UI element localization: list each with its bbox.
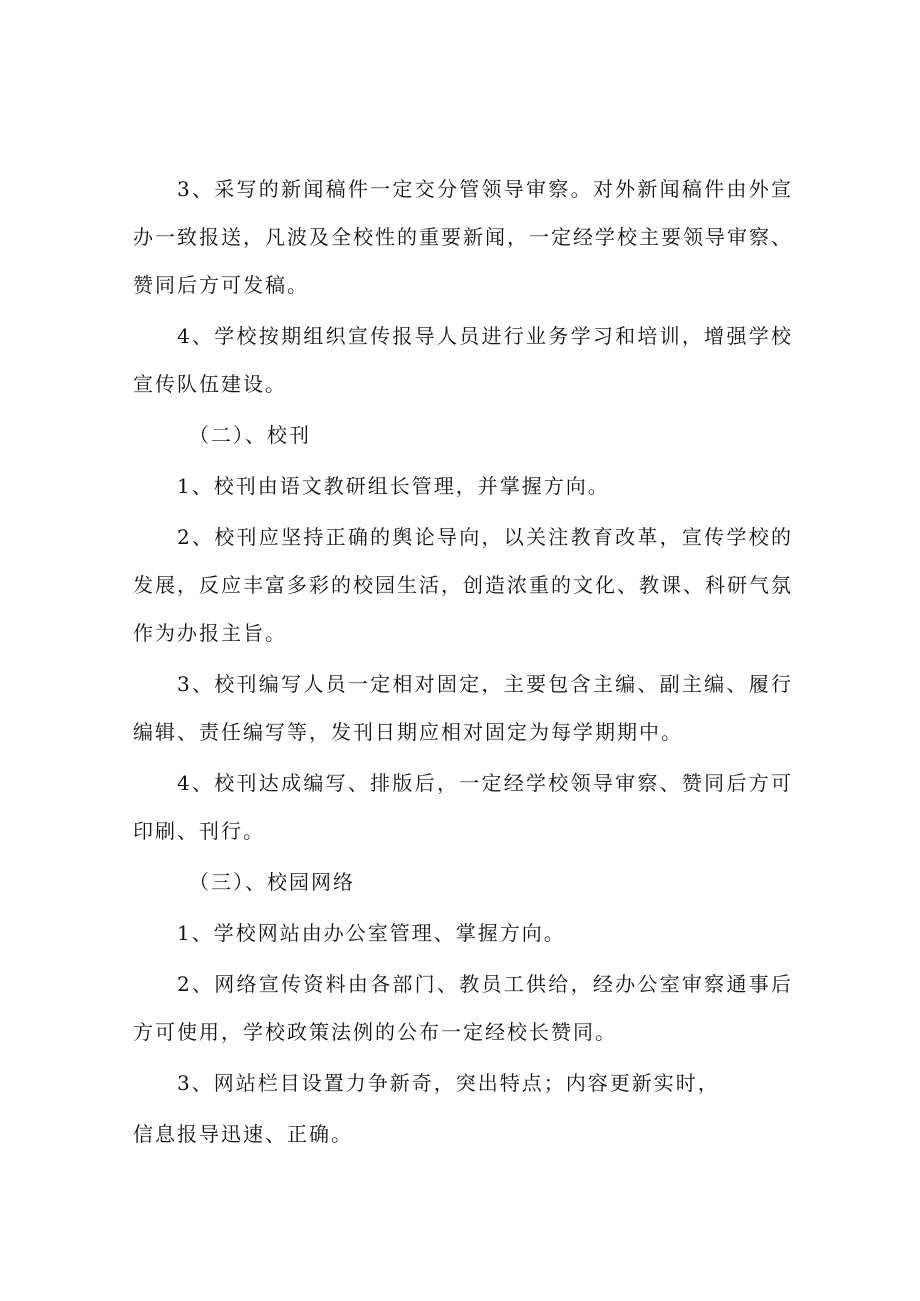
paragraph-report-speed: 信息报导迅速、正确。 xyxy=(133,1122,353,1146)
document-body xyxy=(133,165,793,1158)
paragraph-journal-management: 1、校刊由语文教研组长管理，并掌握方向。 xyxy=(177,474,610,498)
section-heading-school-journal: （二）、校刊 xyxy=(189,423,311,447)
paragraph-training: 4、学校按期组织宣传报导人员进行业务学习和培训，增强学校宣传队伍建设。 xyxy=(133,324,793,396)
paragraph-journal-staff: 3、校刊编写人员一定相对固定，主要包含主编、副主编、履行编辑、责任编写等，发刊日期应相对固定为每学期期中。 xyxy=(133,672,793,744)
paragraph-news-review: 3、采写的新闻稿件一定交分管领导审察。对外新闻稿件由外宣办一致报送，凡波及全校性的重要新闻，一定经学校主要领导审察、赞同后方可发稿。 xyxy=(133,177,793,297)
paragraph-journal-printing: 4、校刊达成编写、排版后，一定经学校领导审察、赞同后方可印刷、刊行。 xyxy=(133,771,793,843)
section-heading-campus-network: （三）、校园网络 xyxy=(189,870,355,894)
paragraph-journal-guidance: 2、校刊应坚持正确的舆论导向，以关注教育改革，宣传学校的发展，反应丰富多彩的校园生活，创造浓重的文化、教课、科研气氛作为办报主旨。 xyxy=(133,525,793,645)
paragraph-website-management: 1、学校网站由办公室管理、掌握方向。 xyxy=(177,921,566,945)
paragraph-website-columns: 3、网站栏目设置力争新奇，突出特点；内容更新实时， xyxy=(177,1071,720,1095)
paragraph-network-materials: 2、网络宣传资料由各部门、教员工供给，经办公室审察通事后方可使用，学校政策法例的公布一定经校长赞同。 xyxy=(133,972,793,1044)
